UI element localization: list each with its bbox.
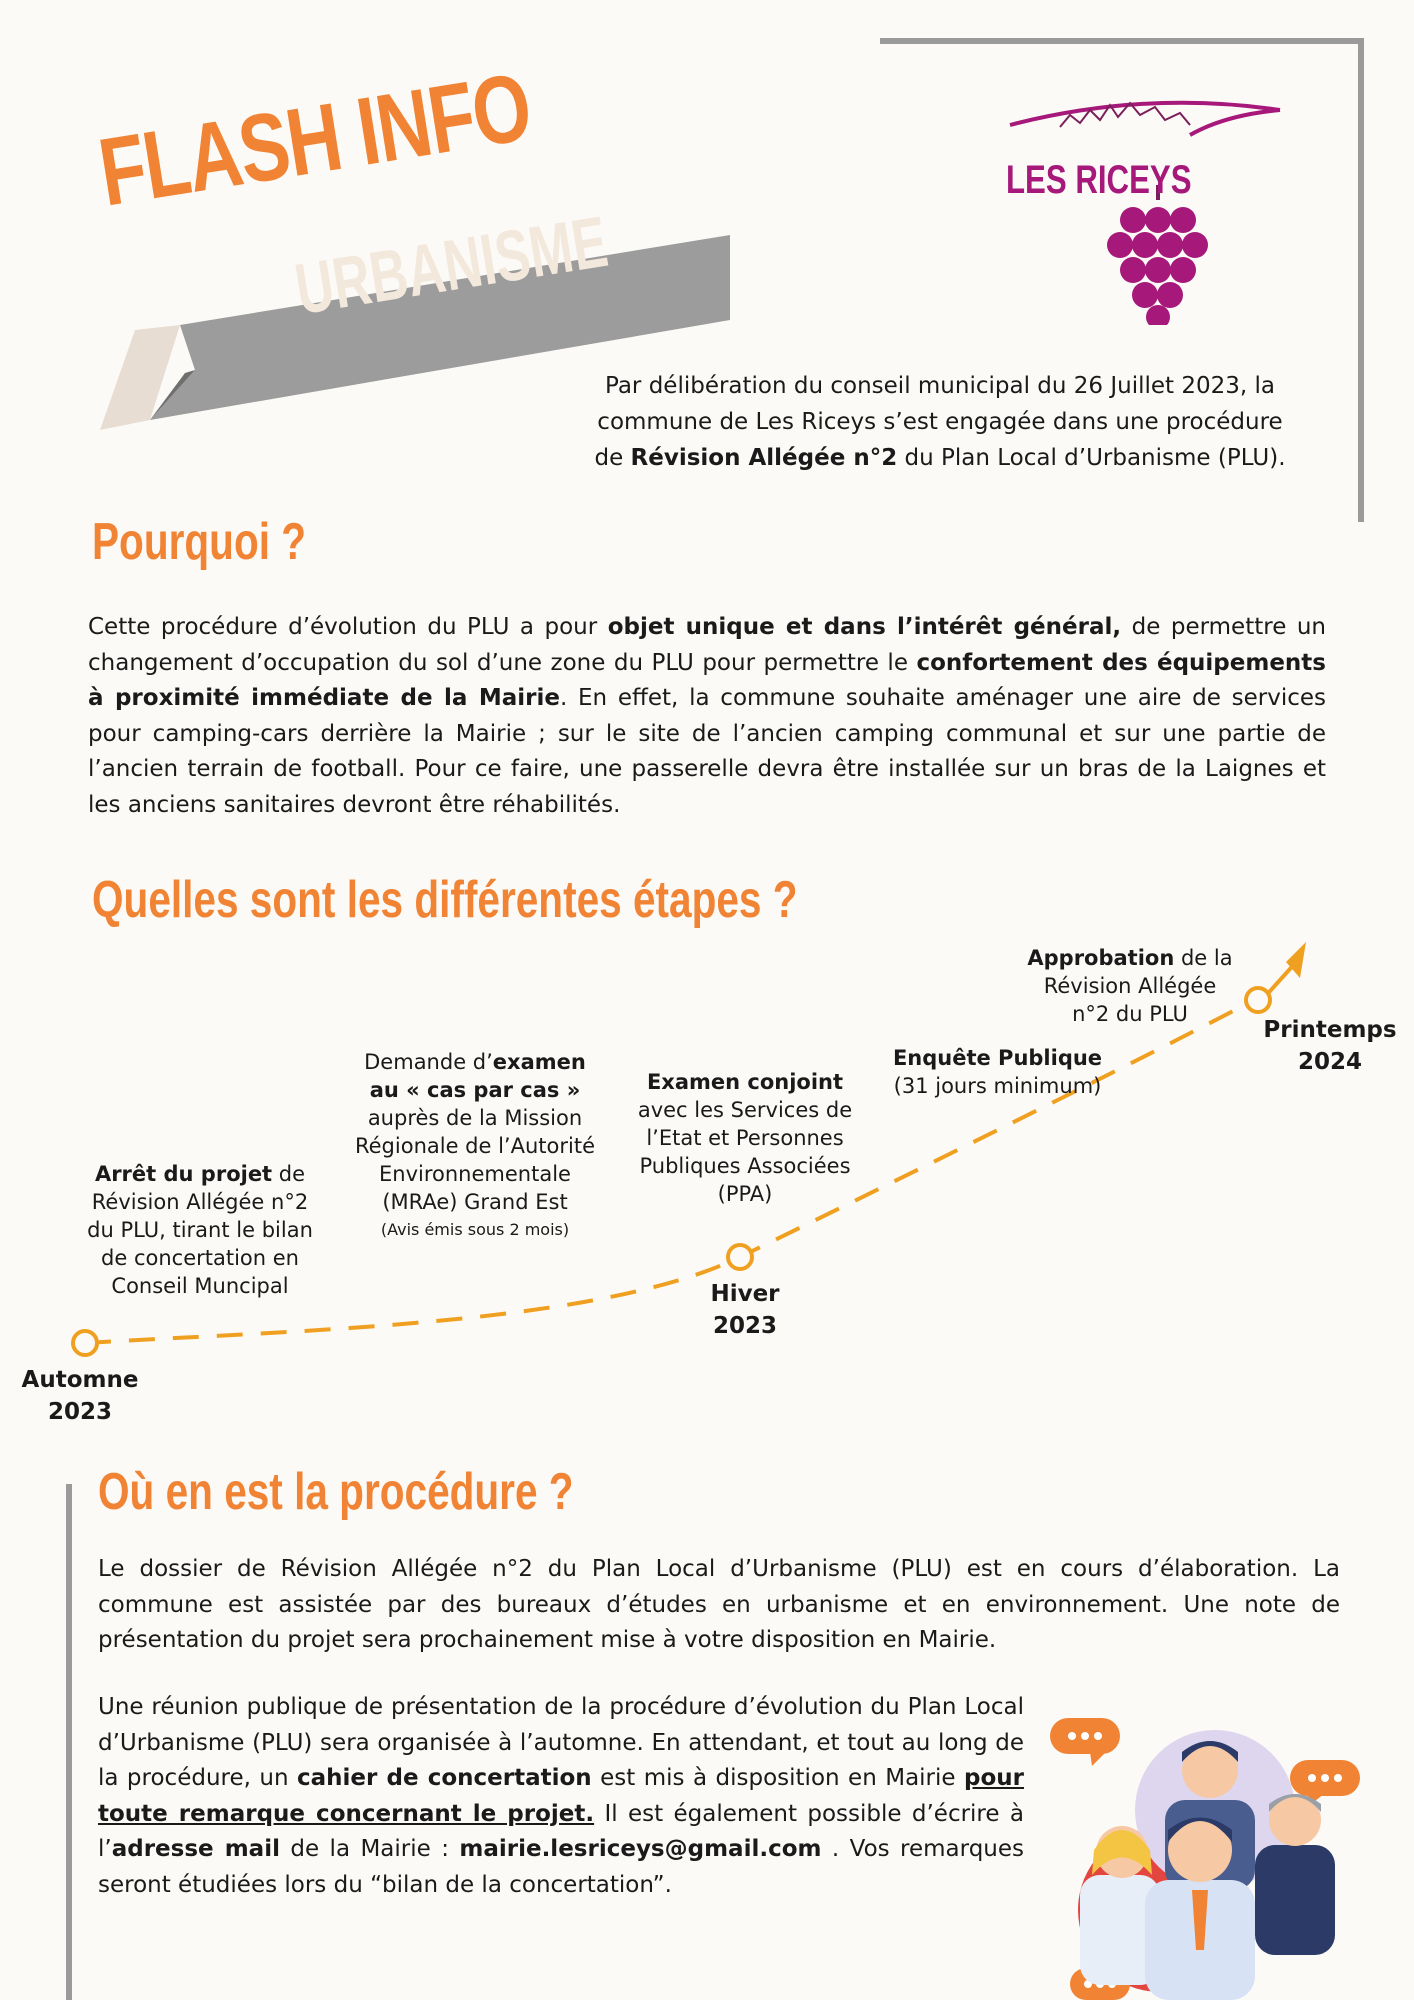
intro-bold: Révision Allégée n°2 [630, 445, 898, 471]
intro-line-3 [540, 440, 1340, 476]
step-enquete-publique [870, 1044, 1125, 1100]
intro-line-2: commune de Les Riceys s’est engagée dans une procédure [597, 409, 1283, 435]
step2-note: (Avis émis sous 2 mois) [380, 1220, 570, 1239]
header-frame-right [1358, 38, 1364, 522]
p2-text-g: de la Mairie : [279, 1836, 460, 1862]
header-frame-top [880, 38, 1364, 44]
date-hiver-season: Hiver [710, 1281, 780, 1307]
step-approbation [1000, 944, 1260, 1028]
step-examen-cas-par-cas [330, 1048, 620, 1244]
date-hiver-year: 2023 [712, 1313, 777, 1339]
date-automne [10, 1364, 150, 1428]
step5-line3: n°2 du PLU [1072, 1002, 1188, 1026]
p2-underline: pour toute remarque concernant le projet. [98, 1765, 1024, 1827]
etapes-heading: Quelles sont les différentes étapes ? [92, 871, 798, 929]
flash-info-title: FLASH INFO [92, 53, 538, 227]
step1-bold: Arrêt du projet [94, 1162, 273, 1186]
step2-line3: auprès de la Mission [367, 1106, 583, 1130]
date-printemps-year: 2024 [1297, 1049, 1362, 1075]
date-automne-year: 2023 [47, 1399, 112, 1425]
step3-line3: l’Etat et Personnes [646, 1126, 844, 1150]
step5-line2: Révision Allégée [1043, 974, 1217, 998]
timeline-node-automne [73, 1331, 97, 1355]
p2-bold-adresse: adresse mail [111, 1836, 280, 1862]
logo-text: LES RICEYS [1006, 158, 1192, 202]
people-illustration [1040, 1700, 1370, 2000]
procedure-frame-left [66, 1484, 72, 2000]
intro-text: de [594, 445, 631, 471]
p2-bold-cahier: cahier de concertation [297, 1765, 592, 1791]
urbanisme-subtitle: URBANISME [290, 201, 613, 331]
pourquoi-text-2: de permettre un changement d’occupation du sol d’une zone du PLU pour permettre le [88, 614, 1326, 676]
step5-rest: de la [1174, 946, 1233, 970]
step2-line6: (MRAe) Grand Est [382, 1190, 568, 1214]
step1-line5: Conseil Muncipal [111, 1274, 289, 1298]
intro-line-1: Par délibération du conseil municipal du 26 Juillet 2023, la [605, 373, 1275, 399]
step1-line2: Révision Allégée n°2 [91, 1190, 309, 1214]
intro-text-end: du Plan Local d’Urbanisme (PLU). [897, 445, 1286, 471]
step-examen-conjoint [610, 1068, 880, 1208]
p2-text-a: Une réunion publique de présentation de la procédure d’évolution du Plan Local d’Urbanisme (PLU) sera organisée à l’automne. En attendant, et tout au long de la procédure, un [98, 1694, 1024, 1791]
step2-line2 [330, 1076, 620, 1104]
step3-line2: avec les Services de [637, 1098, 853, 1122]
p2-text-e: Il est également possible d’écrire à l’ [98, 1800, 1024, 1862]
pourquoi-bold-2: confortement des équipements à proximité immédiate de la Mairie [88, 649, 1326, 711]
timeline-node-hiver [728, 1245, 752, 1269]
procedure-paragraph-2 [98, 1690, 1024, 1903]
les-riceys-logo [1000, 95, 1290, 325]
step1-line1 [60, 1160, 340, 1188]
step-arret-projet [60, 1160, 340, 1300]
step3-bold: Examen conjoint [646, 1070, 844, 1094]
pourquoi-text-1: Cette procédure d’évolution du PLU a pour [88, 614, 608, 640]
procedure-heading: Où en est la procédure ? [98, 1463, 574, 1521]
step2-text: Demande d’ [364, 1050, 493, 1074]
step4-bold: Enquête Publique [892, 1046, 1103, 1070]
step3-line4: Publiques Associées [639, 1154, 851, 1178]
date-printemps-season: Printemps [1263, 1017, 1397, 1043]
intro-paragraph [540, 368, 1340, 476]
date-printemps [1255, 1014, 1405, 1078]
step1-rest: de [272, 1162, 306, 1186]
date-hiver [675, 1278, 815, 1342]
step2-line4: Régionale de l’Autorité [354, 1134, 595, 1158]
step2-bold: examen [492, 1050, 586, 1074]
date-automne-season: Automne [21, 1367, 139, 1393]
step1-line4: de concertation en [101, 1246, 299, 1270]
p2-text-c: est mis à disposition en Mairie [591, 1765, 965, 1791]
procedure-paragraph-1: Le dossier de Révision Allégée n°2 du Plan Local d’Urbanisme (PLU) est en cours d’élaboration. La commune est assistée par des bureaux d’études en urbanisme et en environnement. Une note de présentation du projet sera prochainement mise à votre disposition en Mairie. [98, 1556, 1340, 1653]
pourquoi-heading: Pourquoi ? [92, 513, 307, 571]
step3-line1 [610, 1068, 880, 1096]
email-link[interactable]: mairie.lesriceys@gmail.com [459, 1836, 822, 1862]
pourquoi-bold-1: objet unique et dans l’intérêt général, [607, 614, 1122, 640]
step5-bold: Approbation [1027, 946, 1175, 970]
step2-bold-2: au « cas par cas » [369, 1078, 581, 1102]
step5-line1 [1000, 944, 1260, 972]
step2-line5: Environnementale [379, 1162, 571, 1186]
step3-line5: (PPA) [717, 1182, 773, 1206]
step2-line1 [330, 1048, 620, 1076]
step4-line1 [870, 1044, 1125, 1072]
p2-text-i: . Vos remarques seront étudiées lors du “bilan de la concertation”. [98, 1836, 1025, 1898]
step1-line3: du PLU, tirant le bilan [87, 1218, 313, 1242]
pourquoi-text-3: . En effet, la commune souhaite aménager une aire de services pour camping-cars derrière la Mairie ; sur le site de l’ancien camping communal et sur une partie de l’ancien terrain de football. Pour ce faire, une passerelle devra être installée sur un bras de la Laignes et les anciens sanitaires devront être réhabilités. [88, 685, 1326, 818]
step4-line2: (31 jours minimum) [893, 1074, 1102, 1098]
pourquoi-paragraph [88, 610, 1326, 823]
